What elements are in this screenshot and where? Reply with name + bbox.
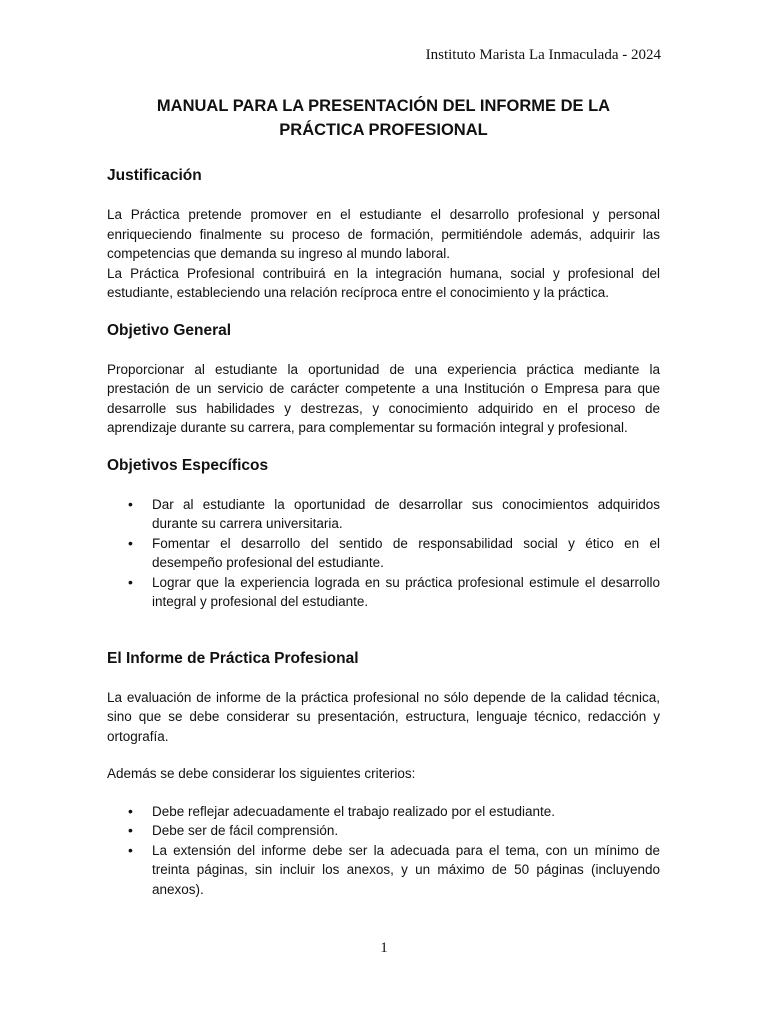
- page-header: Instituto Marista La Inmaculada - 2024: [425, 47, 661, 63]
- section-justificacion: [107, 165, 660, 303]
- section-heading: El Informe de Práctica Profesional: [107, 649, 359, 667]
- section-objetivo-general: [107, 320, 660, 438]
- paragraph: La Práctica pretende promover en el estudiante el desarrollo profesional y personal enriqueciendo finalmente su proceso de formación, permitiéndole además, adquirir las competencias que demanda su ingreso al mundo laboral.: [107, 207, 660, 261]
- list-item: • Fomentar el desarrollo del sentido de responsabilidad social y ético en el desempeño profesional del estudiante.: [107, 534, 660, 573]
- bullet-list: [107, 495, 660, 612]
- section-informe: [107, 648, 660, 900]
- list-item: • Dar al estudiante la oportunidad de desarrollar sus conocimientos adquiridos durante su carrera universitaria.: [107, 495, 660, 534]
- paragraph: Proporcionar al estudiante la oportunidad de una experiencia práctica mediante la prestación de un servicio de carácter competente a una Institución o Empresa para que desarrolle sus habilidades y destrezas, y conocimiento adquirido en el proceso de aprendizaje durante su carrera, para complementar su formación integral y profesional.: [107, 361, 660, 435]
- section-objetivos-especificos: [107, 455, 660, 612]
- list-item: • Debe ser de fácil comprensión.: [107, 821, 660, 841]
- paragraph: Además se debe considerar los siguientes criterios:: [107, 766, 416, 781]
- list-item: • Lograr que la experiencia lograda en su práctica profesional estimule el desarrollo integral y profesional del estudiante.: [107, 573, 660, 612]
- title-line-2: PRÁCTICA PROFESIONAL: [279, 121, 488, 139]
- paragraph: La Práctica Profesional contribuirá en la integración humana, social y profesional del estudiante, estableciendo una relación recíproca entre el conocimiento y la práctica.: [107, 265, 660, 300]
- section-heading: Justificación: [107, 167, 202, 184]
- title-line-1: MANUAL PARA LA PRESENTACIÓN DEL INFORME DE LA: [156, 97, 611, 115]
- bullet-list: [107, 802, 660, 900]
- page-content: [107, 94, 660, 899]
- paragraph: La evaluación de informe de la práctica profesional no sólo depende de la calidad técnica, sino que se debe considerar su presentación, estructura, lenguaje técnico, redacción y ortografía.: [107, 689, 660, 744]
- list-item: • La extensión del informe debe ser la adecuada para el tema, con un mínimo de treinta páginas, sin incluir los anexos, y un máximo de 50 páginas (incluyendo anexos).: [107, 841, 660, 900]
- page-number: 1: [380, 940, 388, 956]
- document-title: [107, 94, 660, 142]
- section-heading: Objetivos Específicos: [107, 456, 269, 474]
- section-heading: Objetivo General: [107, 321, 232, 339]
- list-item: • Debe reflejar adecuadamente el trabajo realizado por el estudiante.: [107, 802, 660, 822]
